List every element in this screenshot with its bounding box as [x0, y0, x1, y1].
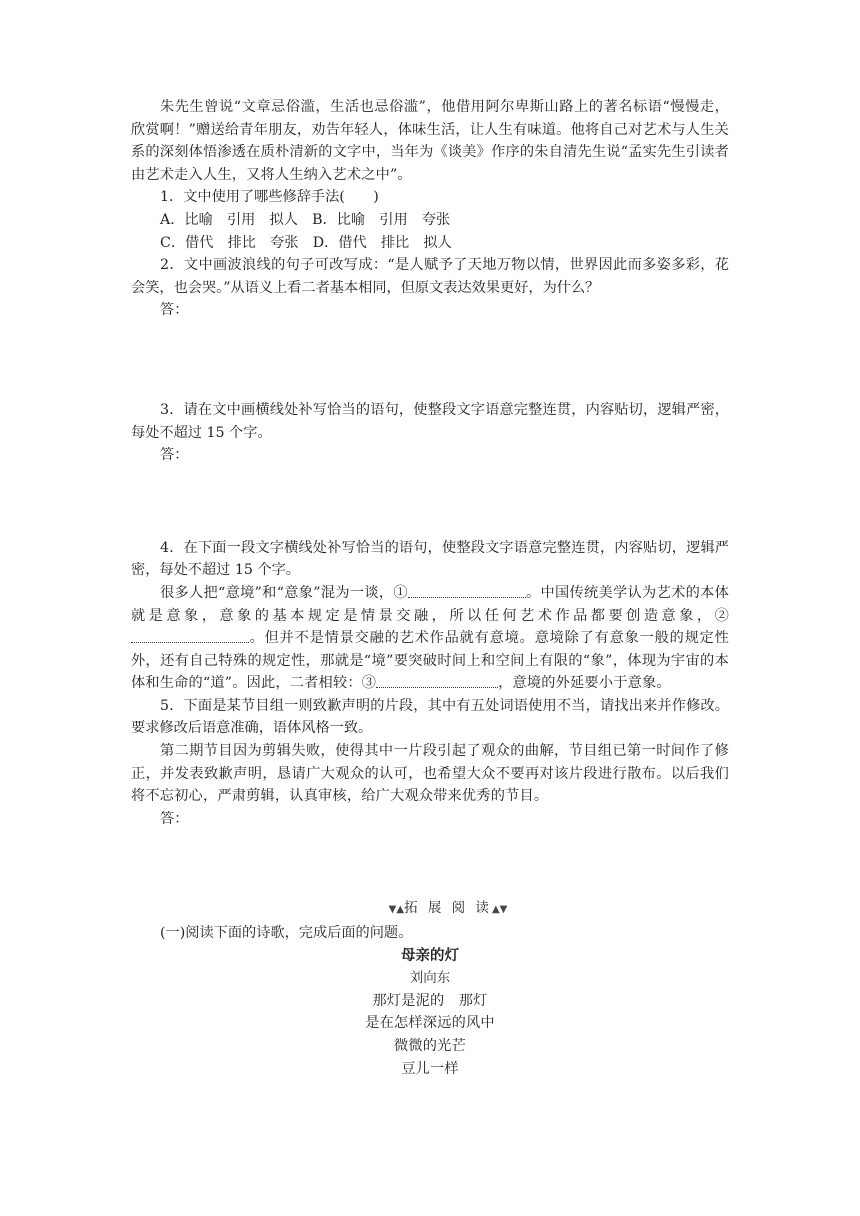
- extended-reading-header: [167, 897, 729, 922]
- poem-author: 刘向东: [409, 970, 451, 987]
- q3-stem: 3．请在文中画横线处补写恰当的语句，使整段文字语意完整连贯，内容贴切，逻辑严密，每处不超过 15 个字。: [131, 401, 729, 441]
- q4-blank-1[interactable]: [408, 583, 526, 598]
- poem-title: 母亲的灯: [401, 947, 459, 964]
- passage-paragraph: 朱先生曾说“文章忌俗滥，生活也忌俗滥”，他借用阿尔卑斯山路上的著名标语“慢慢走，欣赏啊！”赠送给青年朋友，劝告年轻人，体味生活，让人生有味道。他将自己对艺术与人生关系的深刻体悟渗透在质朴清新的文字中，当年为《谈美》作序的朱自清先生说“孟实先生引读者由艺术走入人生，又将人生纳入艺术之中”。: [131, 99, 729, 183]
- q4-text: [131, 582, 729, 695]
- poem-line: 那灯是泥的 那灯: [372, 992, 488, 1009]
- reading-intro: (一)阅读下面的诗歌，完成后面的问题。: [160, 925, 413, 942]
- right-triangle-ornament-icon: ▲▼: [491, 904, 508, 916]
- q1-options-row2: C．借代 排比 夸张 D．借代 排比 拟人: [160, 234, 452, 251]
- q4-text-part2: 。中国传统美学认为艺术的本体就是意象，意象的基本规定是情景交融，所以任何艺术作品都要创造意象，②: [131, 584, 729, 624]
- q4-text-part4: ，意境的外延要小于意象。: [498, 675, 671, 692]
- document-page: [131, 96, 729, 1080]
- q3-answer-space[interactable]: [131, 467, 729, 537]
- q3-answer-label: 答：: [160, 447, 189, 464]
- q2-answer-space[interactable]: [131, 322, 729, 399]
- poem: [131, 945, 729, 1081]
- poem-line: 豆儿一样: [401, 1060, 459, 1077]
- q5-text: 第二期节目因为剪辑失败，使得其中一片段引起了观众的曲解，节目组已第一时间作了修正，并发表致歉声明，恳请广大观众的认可，也希望大众不要再对该片段进行散布。以后我们将不忘初心，严肃剪辑，认真审核，给广大观众带来优秀的节目。: [131, 743, 729, 805]
- q2-answer-label: 答：: [160, 302, 189, 319]
- left-triangle-ornament-icon: ▼▲: [388, 904, 405, 916]
- extended-reading-title: 拓 展 阅 读: [404, 900, 492, 917]
- q5-answer-label: 答：: [160, 810, 189, 827]
- q4-blank-2[interactable]: [131, 628, 249, 643]
- q5-stem: 5．下面是某节目组一则致歉声明的片段，其中有五处词语使用不当，请找出来并作修改。要求修改后语意准确，语体风格一致。: [131, 697, 729, 737]
- q1-stem: 1．文中使用了哪些修辞手法( ): [160, 189, 379, 206]
- q4-text-part3: 。但并不是情景交融的艺术作品就有意境。意境除了有意象一般的规定性外，还有自己特殊的规定性，那就是“境”要突破时间上和空间上有限的“象”，体现为宇宙的本体和生命的“道”。因此，二者相较：③: [131, 630, 729, 692]
- q2-stem: 2．文中画波浪线的句子可改写成：“是人赋予了天地万物以情，世界因此而多姿多彩，花会笑，也会哭。”从语义上看二者基本相同，但原文表达效果更好，为什么？: [131, 257, 729, 296]
- q1-options-row1: A．比喻 引用 拟人 B．比喻 引用 夸张: [160, 211, 451, 228]
- q4-stem: 4．在下面一段文字横线处补写恰当的语句，使整段文字语意完整连贯，内容贴切，逻辑严密，每处不超过 15 个字。: [131, 539, 729, 579]
- poem-line: 是在怎样深远的风中: [365, 1015, 495, 1032]
- q5-answer-space[interactable]: [131, 830, 729, 897]
- q4-text-part1: 很多人把“意境”和“意象”混为一谈，①: [160, 584, 408, 601]
- poem-line: 微微的光芒: [394, 1038, 466, 1054]
- q4-blank-3[interactable]: [376, 673, 498, 688]
